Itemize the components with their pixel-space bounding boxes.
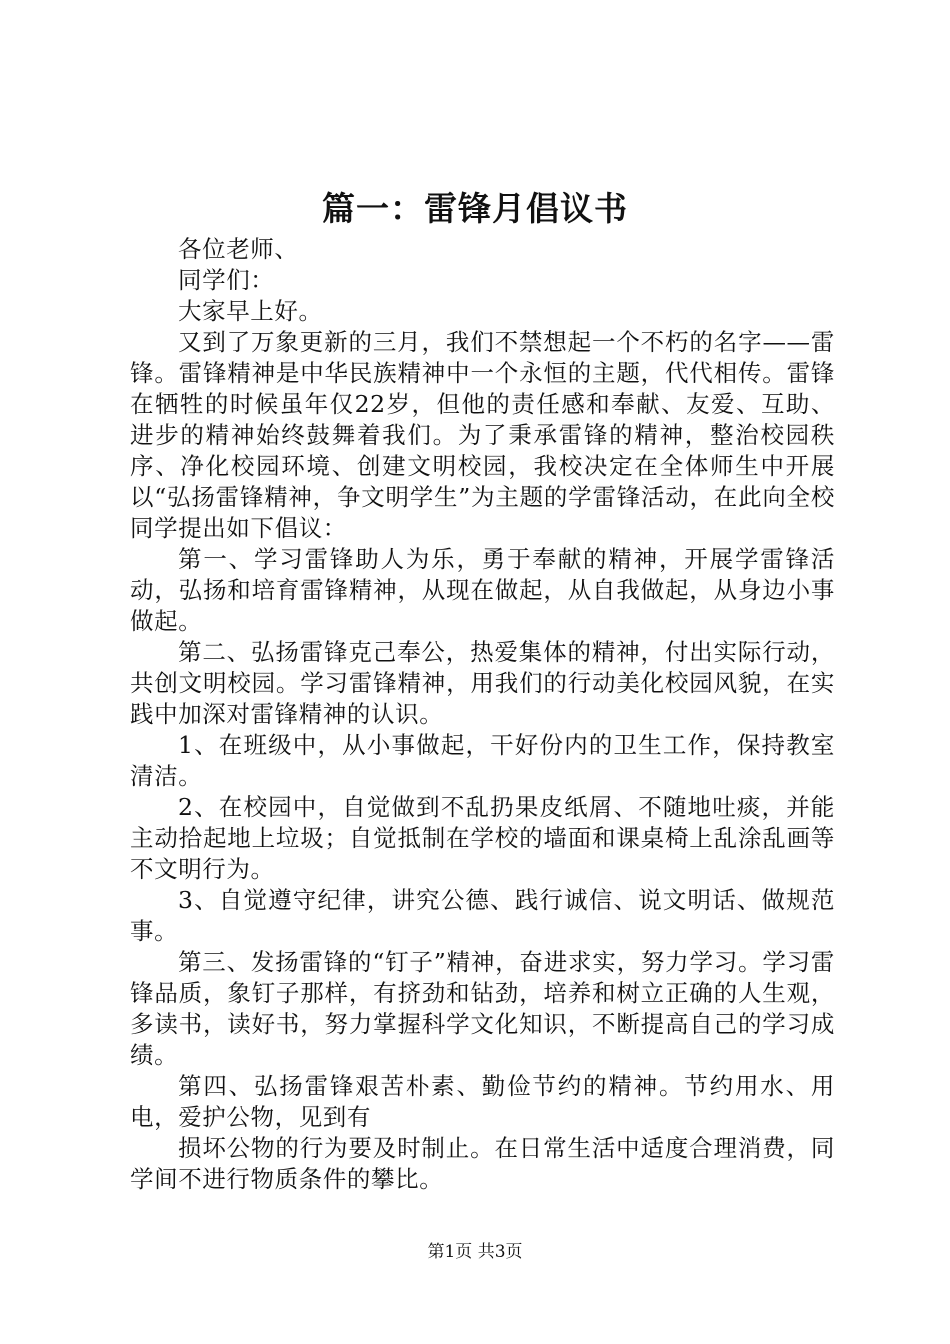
proposal-four-continuation: 损坏公物的行为要及时制止。在日常生活中适度合理消费，同学间不进行物质条件的攀比。 — [130, 1134, 835, 1193]
document-body — [130, 234, 835, 1195]
proposal-two-paragraph: 第二、弘扬雷锋克己奉公，热爱集体的精神，付出实际行动，共创文明校园。学习雷锋精神，用我们的行动美化校园风貌，在实践中加深对雷锋精神的认识。 — [130, 638, 835, 728]
greeting: 大家早上好。 — [178, 297, 323, 325]
proposal-three-paragraph: 第三、发扬雷锋的“钉子”精神，奋进求实，努力学习。学习雷锋品质，象钉子那样，有挤劲和钻劲，培养和树立正确的人生观，多读书，读好书，努力掌握科学文化知识，不断提高自己的学习成绩。 — [130, 948, 835, 1069]
page-footer: 第1页 共3页 — [427, 1242, 523, 1262]
document-title: 篇一：雷锋月倡议书 — [322, 189, 628, 228]
proposal-two-item-2: 2、在校园中，自觉做到不乱扔果皮纸屑、不随地吐痰，并能主动拾起地上垃圾；自觉抵制在学校的墙面和课桌椅上乱涂乱画等不文明行为。 — [130, 793, 835, 883]
proposal-two-item-3: 3、自觉遵守纪律，讲究公德、践行诚信、说文明话、做规范事。 — [130, 886, 835, 945]
proposal-four-paragraph: 第四、弘扬雷锋艰苦朴素、勤俭节约的精神。节约用水、用电，爱护公物，见到有 — [130, 1072, 835, 1131]
salutation-teachers: 各位老师、 — [178, 235, 299, 263]
intro-paragraph: 又到了万象更新的三月，我们不禁想起一个不朽的名字——雷锋。雷锋精神是中华民族精神中一个永恒的主题，代代相传。雷锋在牺牲的时候虽年仅22岁，但他的责任感和奉献、友爱、互助、进步的精神始终鼓舞着我们。为了秉承雷锋的精神，整治校园秩序、净化校园环境、创建文明校园，我校决定在全体师生中开展以“弘扬雷锋精神，争文明学生”为主题的学雷锋活动，在此向全校同学提出如下倡议： — [130, 328, 835, 542]
proposal-one-paragraph: 第一、学习雷锋助人为乐，勇于奉献的精神，开展学雷锋活动，弘扬和培育雷锋精神，从现在做起，从自我做起，从身边小事做起。 — [130, 545, 835, 635]
salutation-students: 同学们： — [178, 266, 275, 294]
proposal-two-item-1: 1、在班级中，从小事做起，干好份内的卫生工作，保持教室清洁。 — [130, 731, 835, 790]
